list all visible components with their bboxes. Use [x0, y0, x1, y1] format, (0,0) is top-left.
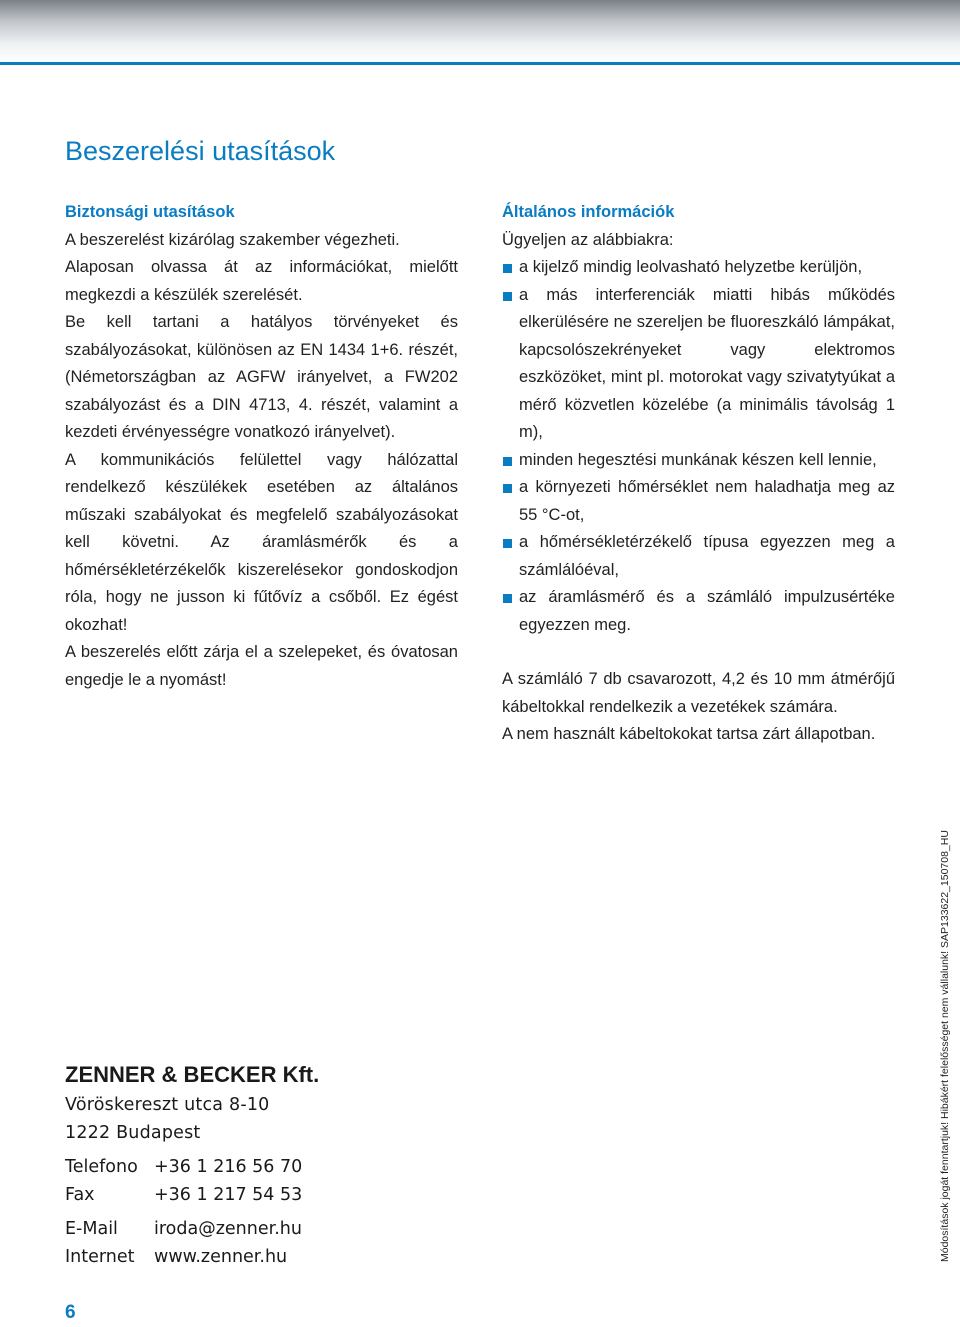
safety-paragraph: A beszerelés előtt zárja el a szelepeket, és óvatosan engedje le a nyomást!	[65, 643, 458, 689]
list-item	[502, 447, 895, 475]
unused-gland-paragraph: A nem használt kábeltokokat tartsa zárt állapotban.	[502, 725, 876, 743]
square-bullet-icon	[503, 457, 512, 466]
company-city: 1222 Budapest	[65, 1123, 201, 1143]
phone-label: Telefono	[65, 1157, 138, 1177]
general-heading: Általános információk	[502, 203, 675, 221]
list-item-text: minden hegesztési munkának készen kell lennie,	[519, 450, 877, 469]
web-row	[65, 1247, 287, 1267]
general-intro: Ügyeljen az alábbiakra:	[502, 230, 674, 249]
fax-value: +36 1 217 54 53	[154, 1185, 303, 1205]
list-item-text: az áramlásmérő és a számláló impulzusértéke egyezzen meg.	[519, 588, 895, 634]
list-item	[502, 584, 895, 639]
general-bullet-list	[502, 254, 895, 639]
list-item	[502, 282, 895, 447]
phone-row	[65, 1157, 302, 1177]
email-label: E-Mail	[65, 1219, 118, 1239]
email-row	[65, 1219, 302, 1239]
list-item-text: a más interferenciák miatti hibás működés elkerülésére ne szereljen be fluoreszkáló lámpákat, kapcsolószekrényeket vagy elektromos eszközöket, mint pl. motorokat vagy szivatytyúkat a mérő közvetlen közelébe (a minimális távolság 1 m),	[519, 285, 895, 441]
list-item	[502, 254, 895, 282]
safety-paragraph: Be kell tartani a hatályos törvényeket és szabályozásokat, különösen az EN 1434 1+6. részét, (Németországban az AGFW irányelvet, a FW202 szabályozást és a DIN 4713, 4. részét, valamint a kezdeti érvényességre vonatkozó irányelvet).	[65, 313, 458, 441]
web-value: www.zenner.hu	[154, 1247, 288, 1267]
list-item-text: a kijelző mindig leolvasható helyzetbe kerüljön,	[519, 258, 863, 276]
side-disclaimer: Módosítások jogát fenntartjuk! Hibákért felelősséget nem vállalunk! SAP133622_150708_HU	[939, 830, 951, 1262]
list-item-text: a hőmérsékletérzékelő típusa egyezzen meg a számlálóéval,	[519, 533, 895, 579]
spacer	[502, 639, 895, 666]
square-bullet-icon	[503, 292, 512, 301]
list-item	[502, 474, 895, 529]
square-bullet-icon	[503, 484, 512, 493]
fax-row	[65, 1185, 302, 1205]
safety-paragraph: A kommunikációs felülettel vagy hálózattal rendelkező készülékek esetében az általános műszaki szabályokat és megfelelő szabályozásokat kell követni. Az áramlásmérők és a hőmérsékletérzékelők kiszerelésekor gondoskodjon róla, hogy ne jusson ki fűtővíz a csőből. Ez égést okozhat!	[65, 450, 458, 634]
company-street: Vöröskereszt utca 8-10	[65, 1095, 270, 1115]
header-band	[0, 0, 960, 62]
safety-section	[65, 199, 458, 694]
list-item	[502, 529, 895, 584]
cable-gland-paragraph: A számláló 7 db csavarozott, 4,2 és 10 mm átmérőjű kábeltokkal rendelkezik a vezetékek számára.	[502, 670, 895, 716]
fax-label: Fax	[65, 1185, 95, 1205]
safety-paragraph: Alaposan olvassa át az információkat, mielőtt megkezdi a készülék szerelését.	[65, 258, 458, 304]
email-value: iroda@zenner.hu	[154, 1219, 302, 1239]
company-name: ZENNER & BECKER Kft.	[65, 1062, 320, 1087]
page-number: 6	[65, 1302, 76, 1323]
square-bullet-icon	[503, 594, 512, 603]
header-accent-line	[0, 62, 960, 65]
general-section	[502, 199, 895, 749]
square-bullet-icon	[503, 264, 512, 273]
safety-heading: Biztonsági utasítások	[65, 203, 235, 221]
web-label: Internet	[65, 1247, 135, 1267]
phone-value: +36 1 216 56 70	[154, 1157, 303, 1177]
square-bullet-icon	[503, 539, 512, 548]
list-item-text: a környezeti hőmérséklet nem haladhatja meg az 55 °C-ot,	[519, 478, 895, 524]
page-title: Beszerelési utasítások	[65, 136, 336, 166]
safety-paragraph: A beszerelést kizárólag szakember végezheti.	[65, 230, 400, 249]
